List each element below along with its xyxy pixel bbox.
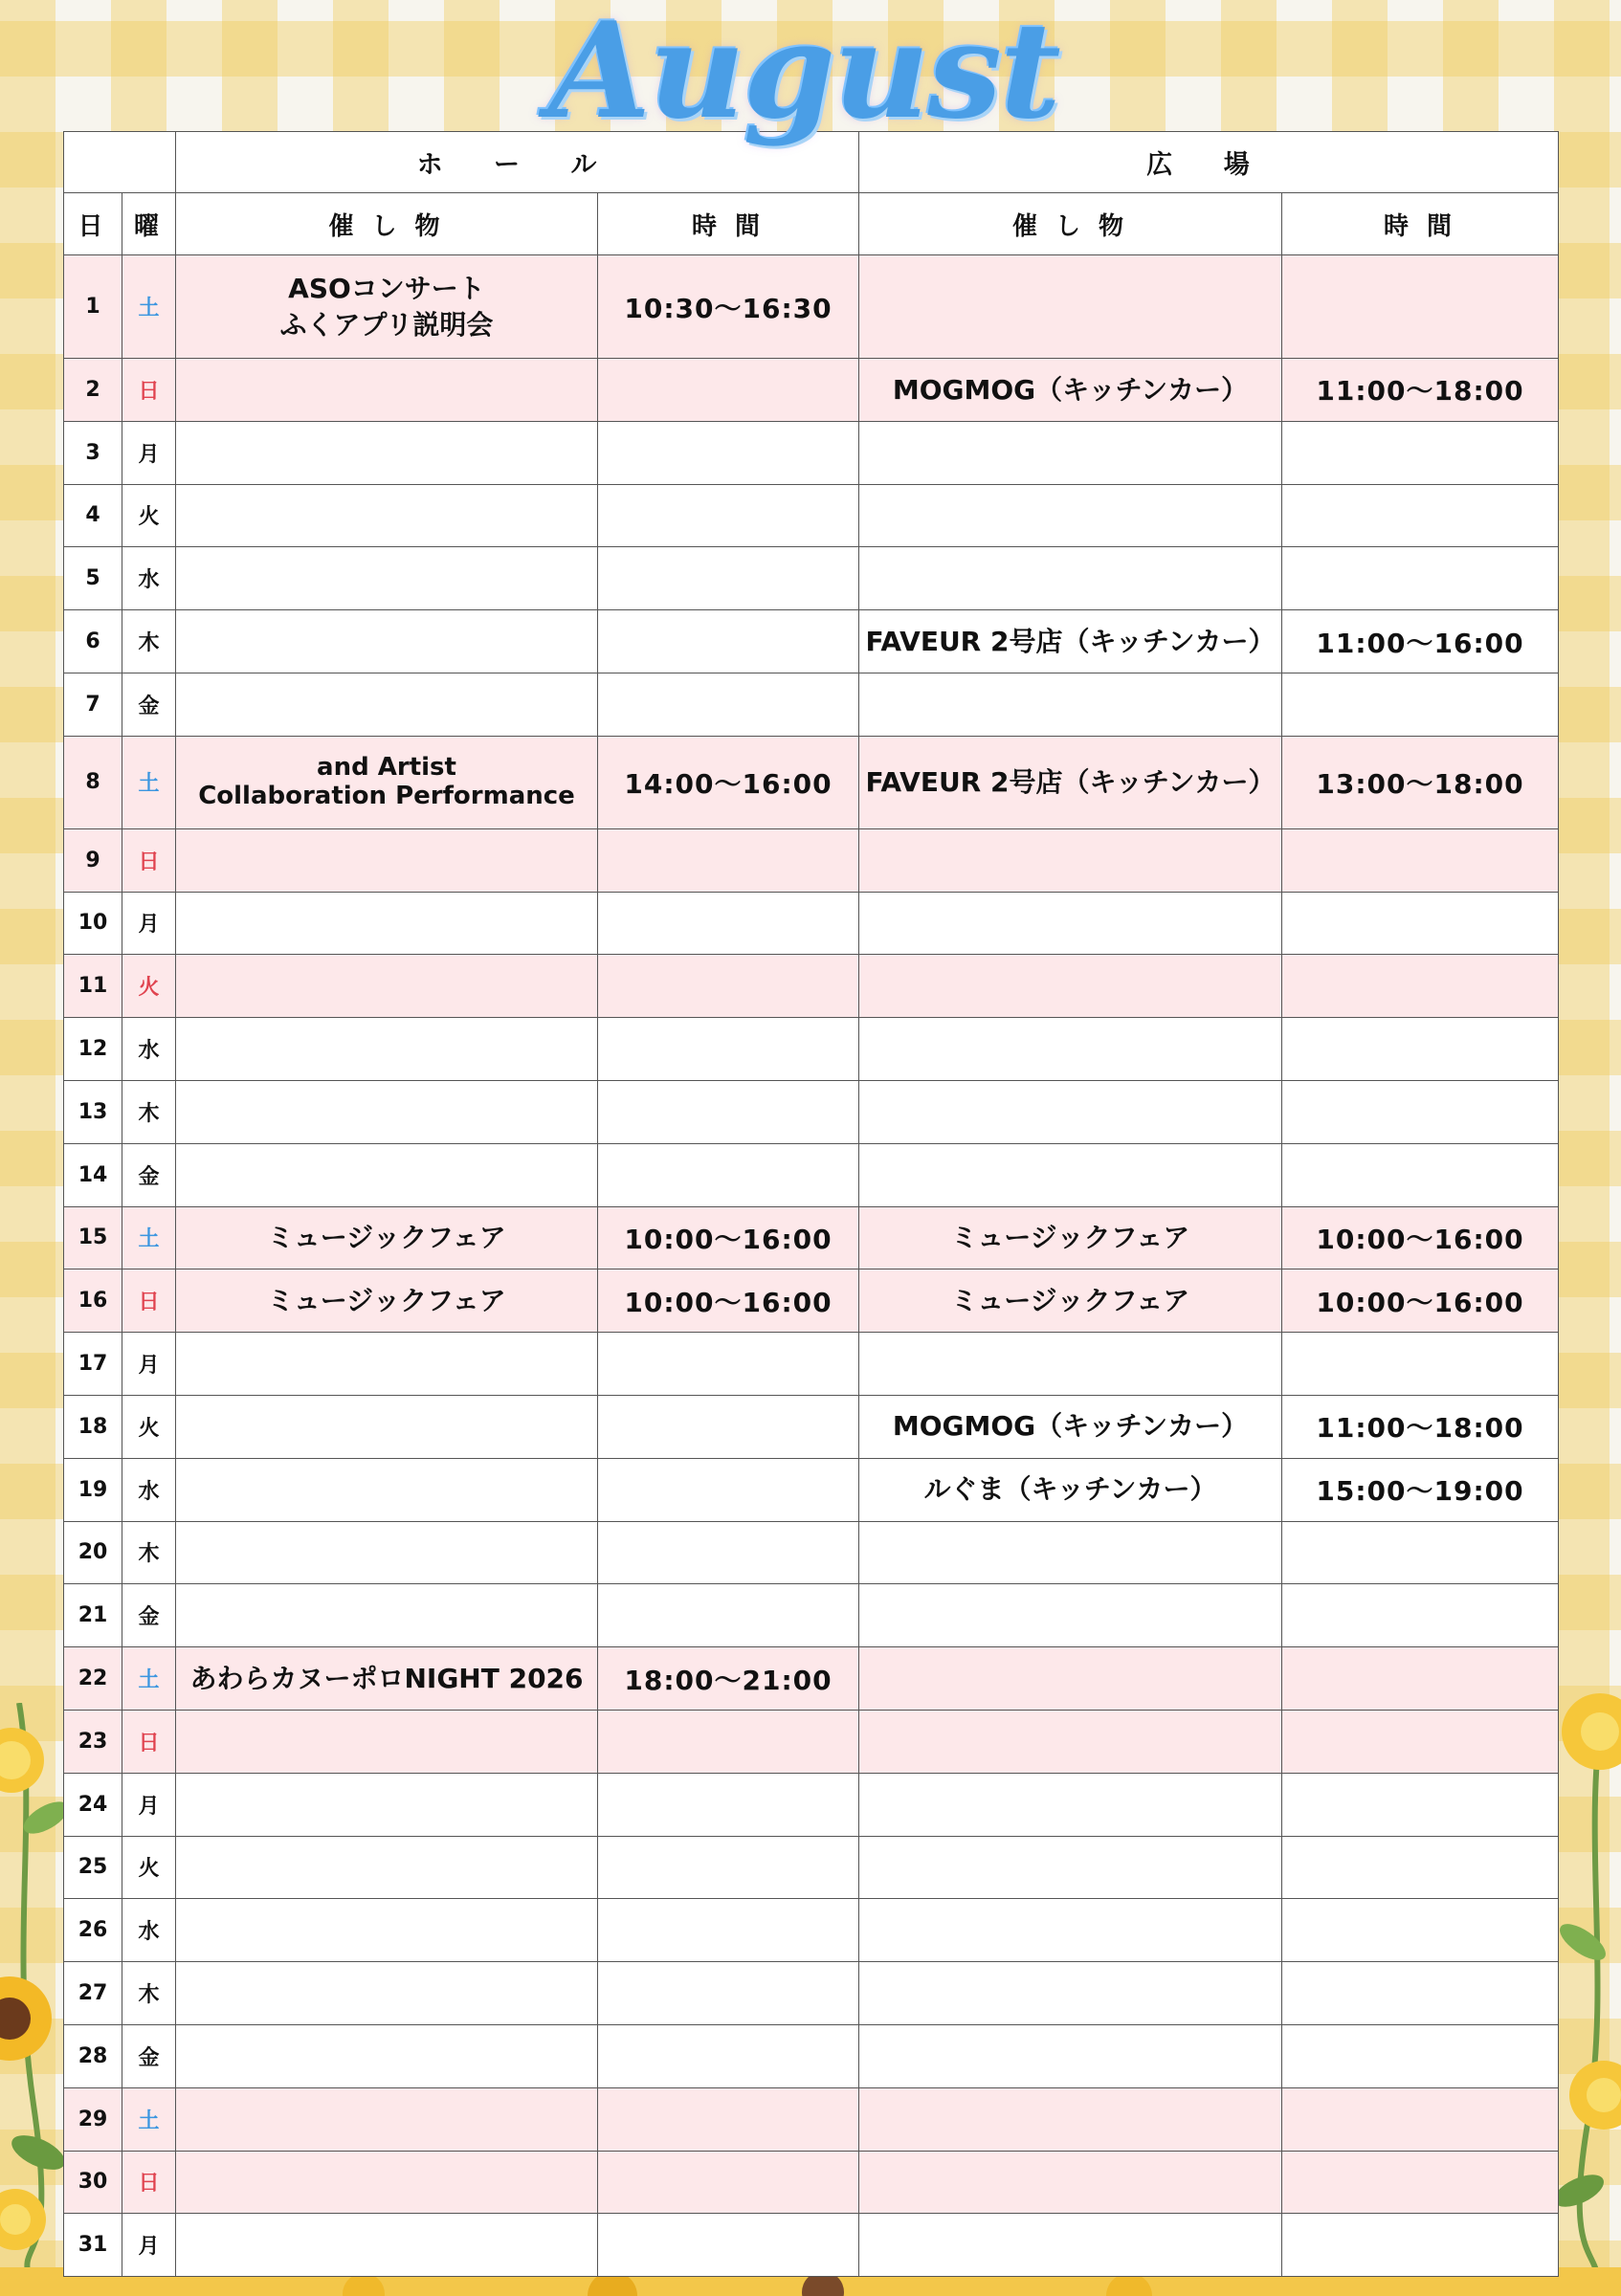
hall-time-cell [598,1836,859,1899]
table-row [64,1647,1559,1711]
hall-time-cell [598,1962,859,2025]
weekday-label: 火 [122,484,176,547]
hall-time-cell [598,484,859,547]
day-number: 24 [64,1773,122,1836]
day-number: 10 [64,892,122,955]
table-row [64,1962,1559,2025]
plaza-event-cell [859,1143,1282,1206]
schedule-body [64,255,1559,2277]
event-name: ミュージックフェア [267,1284,506,1316]
table-row [64,2214,1559,2277]
day-number: 13 [64,1080,122,1143]
event-name: ミュージックフェア [950,1284,1190,1316]
day-number: 7 [64,673,122,736]
hall-time-cell [598,1018,859,1081]
weekday-label: 月 [122,1773,176,1836]
plaza-time-cell: 11:00〜16:00 [1282,610,1559,673]
plaza-time-cell: 11:00〜18:00 [1282,359,1559,422]
hall-event-cell [176,1899,598,1962]
plaza-time-cell: 13:00〜18:00 [1282,736,1559,828]
hall-event-cell [176,1836,598,1899]
weekday-label: 金 [122,1143,176,1206]
plaza-event-cell [859,673,1282,736]
table-row [64,1333,1559,1396]
hall-time-cell [598,2151,859,2214]
day-number: 9 [64,828,122,892]
hall-time-cell [598,1395,859,1458]
event-name: FAVEUR 2号店（キッチンカー） [865,765,1276,798]
hall-time-cell [598,1899,859,1962]
day-number: 31 [64,2214,122,2277]
table-row [64,1080,1559,1143]
day-number: 5 [64,547,122,610]
weekday-label: 土 [122,736,176,828]
plaza-event-cell [859,1584,1282,1647]
table-row [64,1143,1559,1206]
hall-time-cell [598,1521,859,1584]
table-row [64,255,1559,359]
hall-header: ホ ー ル [176,132,859,193]
hall-event-cell [176,547,598,610]
table-row [64,1395,1559,1458]
hall-time-cell [598,673,859,736]
table-row [64,359,1559,422]
table-row [64,828,1559,892]
day-number: 30 [64,2151,122,2214]
plaza-header: 広 場 [859,132,1559,193]
weekday-label: 水 [122,547,176,610]
table-row [64,736,1559,828]
table-row [64,1836,1559,1899]
day-column-header: 日 [64,193,122,255]
plaza-time-cell: 10:00〜16:00 [1282,1206,1559,1269]
hall-time-cell [598,610,859,673]
plaza-event-cell [859,1458,1282,1521]
plaza-event-cell [859,1962,1282,2025]
table-row [64,955,1559,1018]
plaza-event-cell [859,892,1282,955]
hall-event-cell [176,1143,598,1206]
weekday-label: 日 [122,1269,176,1333]
plaza-time-cell [1282,2214,1559,2277]
day-number: 20 [64,1521,122,1584]
plaza-time-cell [1282,1333,1559,1396]
weekday-label: 金 [122,1584,176,1647]
plaza-event-cell [859,1395,1282,1458]
day-number: 14 [64,1143,122,1206]
hall-time-cell [598,892,859,955]
hall-event-cell [176,1962,598,2025]
weekday-label: 月 [122,892,176,955]
hall-event-cell [176,1269,598,1333]
table-row [64,1521,1559,1584]
day-number: 18 [64,1395,122,1458]
page-title: August [548,0,1059,148]
event-name: ASOコンサート [288,272,485,304]
plaza-time-cell [1282,892,1559,955]
weekday-label: 土 [122,2087,176,2151]
event-name: ルぐま（キッチンカー） [923,1473,1217,1506]
table-row [64,1018,1559,1081]
weekday-label: 金 [122,673,176,736]
plaza-event-cell [859,610,1282,673]
hall-event-cell [176,421,598,484]
day-number: 19 [64,1458,122,1521]
weekday-column-header: 曜 [122,193,176,255]
plaza-time-cell [1282,1080,1559,1143]
plaza-event-cell [859,1080,1282,1143]
plaza-event-cell [859,1521,1282,1584]
weekday-label: 木 [122,1080,176,1143]
plaza-event-cell [859,1018,1282,1081]
weekday-label: 木 [122,1962,176,2025]
table-row [64,421,1559,484]
column-header-row [64,193,1559,255]
blank-header-cell [64,132,176,193]
day-number: 1 [64,255,122,359]
plaza-event-cell [859,2087,1282,2151]
hall-time-cell [598,1143,859,1206]
plaza-time-cell [1282,955,1559,1018]
table-row [64,2087,1559,2151]
hall-time-cell [598,2024,859,2087]
plaza-time-cell [1282,255,1559,359]
plaza-event-cell [859,1710,1282,1773]
day-number: 26 [64,1899,122,1962]
plaza-time-cell [1282,673,1559,736]
table-row [64,1206,1559,1269]
table-row [64,2024,1559,2087]
table-row [64,547,1559,610]
event-name: MOGMOG（キッチンカー） [892,1410,1249,1443]
hall-time-cell [598,1584,859,1647]
plaza-time-cell: 10:00〜16:00 [1282,1269,1559,1333]
hall-time-cell: 10:00〜16:00 [598,1269,859,1333]
weekday-label: 木 [122,1521,176,1584]
day-number: 17 [64,1333,122,1396]
day-number: 16 [64,1269,122,1333]
hall-time-cell [598,1333,859,1396]
plaza-event-cell [859,2151,1282,2214]
hall-event-cell [176,955,598,1018]
plaza-time-cell [1282,1647,1559,1711]
plaza-event-cell [859,2024,1282,2087]
plaza-event-cell [859,736,1282,828]
hall-time-column-header: 時 間 [598,193,859,255]
plaza-time-cell [1282,1962,1559,2025]
hall-event-cell [176,1333,598,1396]
hall-event-cell [176,1710,598,1773]
day-number: 15 [64,1206,122,1269]
hall-event-cell [176,1206,598,1269]
plaza-event-cell [859,1773,1282,1836]
hall-time-cell [598,421,859,484]
hall-time-cell: 10:00〜16:00 [598,1206,859,1269]
event-name: Collaboration Performance [198,781,575,810]
weekday-label: 日 [122,359,176,422]
hall-event-cell [176,2024,598,2087]
hall-event-cell [176,736,598,828]
plaza-time-cell [1282,1899,1559,1962]
day-number: 22 [64,1647,122,1711]
plaza-event-cell [859,1647,1282,1711]
plaza-event-cell [859,1333,1282,1396]
event-name: あわらカヌーポロNIGHT 2026 [189,1662,584,1694]
hall-event-cell [176,2087,598,2151]
hall-event-cell [176,1080,598,1143]
table-row [64,892,1559,955]
weekday-label: 水 [122,1458,176,1521]
weekday-label: 日 [122,1710,176,1773]
hall-event-cell [176,673,598,736]
table-row [64,673,1559,736]
day-number: 2 [64,359,122,422]
plaza-event-column-header: 催 し 物 [859,193,1282,255]
day-number: 6 [64,610,122,673]
weekday-label: 火 [122,1395,176,1458]
day-number: 12 [64,1018,122,1081]
hall-time-cell: 10:30〜16:30 [598,255,859,359]
weekday-label: 木 [122,610,176,673]
hall-time-cell [598,359,859,422]
plaza-time-cell: 11:00〜18:00 [1282,1395,1559,1458]
weekday-label: 月 [122,2214,176,2277]
hall-time-cell [598,828,859,892]
event-name: ミュージックフェア [267,1222,506,1254]
day-number: 28 [64,2024,122,2087]
event-name: and Artist [317,752,456,782]
hall-event-cell [176,359,598,422]
hall-event-cell [176,484,598,547]
plaza-time-cell [1282,1710,1559,1773]
table-row [64,1269,1559,1333]
hall-time-cell [598,547,859,610]
event-name: MOGMOG（キッチンカー） [892,373,1249,406]
plaza-event-cell [859,2214,1282,2277]
plaza-time-cell [1282,1521,1559,1584]
weekday-label: 月 [122,421,176,484]
table-row [64,1584,1559,1647]
weekday-label: 火 [122,1836,176,1899]
weekday-label: 月 [122,1333,176,1396]
plaza-event-cell [859,1836,1282,1899]
day-number: 25 [64,1836,122,1899]
plaza-event-cell [859,255,1282,359]
hall-event-cell [176,1018,598,1081]
hall-time-cell [598,1710,859,1773]
event-name: ふくアプリ説明会 [279,308,494,341]
plaza-time-cell [1282,547,1559,610]
plaza-time-cell [1282,1018,1559,1081]
hall-time-cell [598,955,859,1018]
hall-event-cell [176,2151,598,2214]
event-name: FAVEUR 2号店（キッチンカー） [865,625,1276,657]
plaza-time-cell [1282,2087,1559,2151]
day-number: 11 [64,955,122,1018]
hall-event-cell [176,892,598,955]
hall-event-cell [176,2214,598,2277]
plaza-time-cell [1282,1584,1559,1647]
plaza-event-cell [859,484,1282,547]
plaza-time-cell [1282,1836,1559,1899]
hall-event-cell [176,1395,598,1458]
hall-time-cell [598,1773,859,1836]
hall-event-cell [176,1458,598,1521]
hall-time-cell [598,1458,859,1521]
weekday-label: 土 [122,1206,176,1269]
plaza-event-cell [859,421,1282,484]
weekday-label: 土 [122,1647,176,1711]
day-number: 23 [64,1710,122,1773]
plaza-time-cell [1282,2024,1559,2087]
hall-time-cell: 14:00〜16:00 [598,736,859,828]
hall-event-cell [176,1584,598,1647]
weekday-label: 日 [122,828,176,892]
table-row [64,1458,1559,1521]
hall-time-cell: 18:00〜21:00 [598,1647,859,1711]
plaza-time-cell [1282,828,1559,892]
table-row [64,1899,1559,1962]
day-number: 3 [64,421,122,484]
plaza-time-cell: 15:00〜19:00 [1282,1458,1559,1521]
table-row [64,1773,1559,1836]
hall-event-cell [176,255,598,359]
hall-event-cell [176,828,598,892]
plaza-time-cell [1282,1773,1559,1836]
hall-event-cell [176,1647,598,1711]
plaza-time-cell [1282,1143,1559,1206]
table-row [64,1710,1559,1773]
plaza-time-cell [1282,484,1559,547]
plaza-event-cell [859,547,1282,610]
weekday-label: 火 [122,955,176,1018]
plaza-event-cell [859,359,1282,422]
schedule-table [63,131,1559,2277]
hall-time-cell [598,2087,859,2151]
hall-event-cell [176,1773,598,1836]
weekday-label: 土 [122,255,176,359]
day-number: 21 [64,1584,122,1647]
plaza-event-cell [859,1269,1282,1333]
hall-event-cell [176,1521,598,1584]
weekday-label: 金 [122,2024,176,2087]
day-number: 8 [64,736,122,828]
plaza-event-cell [859,955,1282,1018]
day-number: 29 [64,2087,122,2151]
plaza-time-cell [1282,421,1559,484]
plaza-event-cell [859,828,1282,892]
day-number: 4 [64,484,122,547]
weekday-label: 水 [122,1899,176,1962]
plaza-time-cell [1282,2151,1559,2214]
hall-event-cell [176,610,598,673]
hall-time-cell [598,1080,859,1143]
table-row [64,2151,1559,2214]
plaza-time-column-header: 時 間 [1282,193,1559,255]
plaza-event-cell [859,1899,1282,1962]
plaza-event-cell [859,1206,1282,1269]
day-number: 27 [64,1962,122,2025]
table-row [64,610,1559,673]
table-row [64,484,1559,547]
weekday-label: 水 [122,1018,176,1081]
hall-time-cell [598,2214,859,2277]
event-name: ミュージックフェア [950,1222,1190,1254]
hall-event-column-header: 催 し 物 [176,193,598,255]
weekday-label: 日 [122,2151,176,2214]
